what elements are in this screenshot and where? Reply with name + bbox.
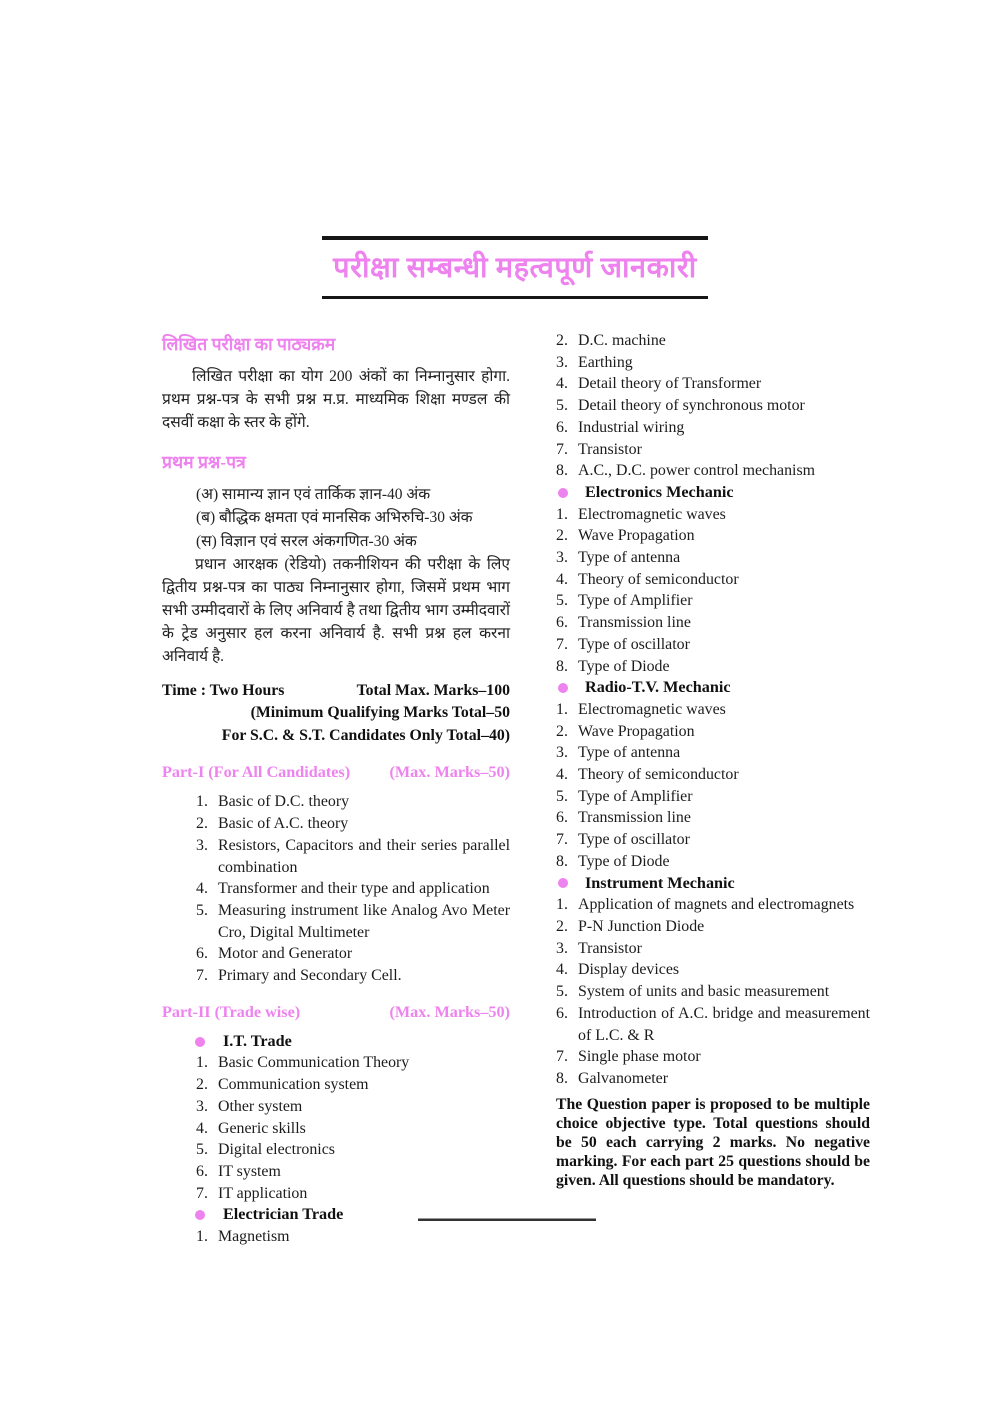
item-text: Galvanometer (578, 1069, 669, 1087)
paper1-point: (स) विज्ञान एवं सरल अंकगणित-30 अंक (196, 532, 417, 550)
it-trade-header (162, 1031, 510, 1053)
it-trade-list (196, 1052, 510, 1204)
electronics-mechanic-title: Electronics Mechanic (585, 482, 734, 501)
instrument-mechanic-title: Instrument Mechanic (585, 873, 735, 892)
item-text: IT system (218, 1162, 281, 1180)
list-item (556, 721, 870, 743)
list-item (556, 590, 870, 612)
bullet-icon (195, 1210, 205, 1220)
paper1-point: (अ) सामान्य ज्ञान एवं तार्किक ज्ञान-40 अंक (196, 486, 431, 503)
item-text: D.C. machine (578, 332, 666, 349)
list-item (556, 330, 870, 352)
item-text: Single phase motor (578, 1048, 701, 1066)
item-number: 8. (556, 1069, 568, 1087)
item-number: 1. (556, 700, 568, 718)
radiotv-mechanic-list (556, 699, 870, 873)
list-item (556, 395, 870, 417)
item-text: Type of oscillator (578, 635, 690, 653)
part1-marks: (Max. Marks–50) (389, 763, 510, 782)
item-text: Detail theory of Transformer (578, 375, 762, 393)
item-text: IT application (218, 1184, 308, 1202)
item-number: 7. (556, 635, 568, 653)
item-text: Transistor (578, 939, 642, 957)
item-text: Type of antenna (578, 744, 681, 762)
list-item (196, 791, 510, 813)
item-number: 4. (556, 570, 568, 588)
item-number: 6. (556, 614, 568, 632)
item-number: 2. (196, 1076, 208, 1094)
item-number: 2. (556, 527, 568, 545)
list-item (196, 1118, 510, 1140)
list-item (556, 959, 870, 981)
list-item (196, 1183, 510, 1205)
list-item (196, 1074, 510, 1096)
list-item (556, 439, 870, 461)
item-text: Wave Propagation (578, 722, 695, 740)
item-number: 5. (556, 787, 568, 805)
list-item (196, 1096, 510, 1118)
list-item (556, 807, 870, 829)
item-text: Electromagnetic waves (578, 505, 726, 523)
item-text: Basic Communication Theory (218, 1054, 410, 1072)
item-text: Motor and Generator (218, 945, 353, 963)
list-item (556, 656, 870, 678)
item-number: 6. (556, 1004, 568, 1022)
item-text: Transmission line (578, 809, 691, 827)
item-number: 8. (556, 852, 568, 870)
syllabus-heading: लिखित परीक्षा का पाठ्यक्रम (162, 334, 336, 354)
item-text: Theory of semiconductor (578, 766, 739, 784)
item-number: 5. (196, 1141, 208, 1159)
instrument-mechanic-header (556, 873, 870, 895)
time-duration: Time : Two Hours (162, 681, 285, 699)
list-item (196, 1226, 510, 1248)
paper1-point: (ब) बौद्धिक क्षमता एवं मानसिक अभिरुचि-30 अंक (196, 509, 473, 527)
item-number: 6. (196, 945, 208, 963)
item-number: 3. (556, 353, 568, 371)
item-number: 1. (556, 896, 568, 914)
item-number: 1. (196, 1228, 208, 1246)
item-text: Primary and Secondary Cell. (218, 967, 402, 985)
item-text: Measuring instrument like Analog Avo Meter Cro, Digital Multimeter (218, 901, 510, 941)
total-max-marks: Total Max. Marks–100 (356, 681, 510, 699)
item-number: 3. (196, 1097, 208, 1115)
paper1-heading: प्रथम प्रश्न-पत्र (162, 452, 246, 472)
page-title: परीक्षा सम्बन्धी महत्वपूर्ण जानकारी (333, 252, 697, 284)
electrician-trade-list (196, 1226, 510, 1248)
item-number: 5. (556, 397, 568, 415)
bullet-icon (558, 878, 568, 888)
item-text: Communication system (218, 1076, 369, 1094)
item-text: Type of Diode (578, 852, 670, 870)
title-banner (322, 236, 708, 299)
item-number: 7. (196, 1184, 208, 1202)
item-number: 7. (196, 967, 208, 985)
item-number: 8. (556, 657, 568, 675)
item-number: 5. (556, 592, 568, 610)
item-text: Type of antenna (578, 549, 681, 567)
item-number: 3. (196, 836, 208, 854)
item-number: 6. (196, 1162, 208, 1180)
item-number: 2. (556, 722, 568, 740)
item-number: 2. (556, 917, 568, 935)
item-text: Transistor (578, 440, 642, 458)
list-item (556, 981, 870, 1003)
list-item (556, 699, 870, 721)
item-number: 3. (556, 744, 568, 762)
item-text: Transmission line (578, 614, 691, 632)
item-number: 6. (556, 809, 568, 827)
list-item (556, 373, 870, 395)
item-text: System of units and basic measurement (578, 983, 830, 1001)
list-item (556, 786, 870, 808)
part1-heading-row (162, 763, 510, 782)
item-text: P-N Junction Diode (578, 917, 705, 935)
part2-title: Part-II (Trade wise) (162, 1002, 301, 1021)
list-item (556, 352, 870, 374)
list-item (196, 1161, 510, 1183)
list-item (556, 938, 870, 960)
part1-list (196, 791, 510, 986)
item-number: 2. (556, 332, 568, 349)
item-text: Detail theory of synchronous motor (578, 397, 805, 415)
item-text: Transformer and their type and application (218, 880, 490, 898)
item-text: Magnetism (218, 1228, 290, 1246)
item-number: 4. (556, 961, 568, 979)
item-text: Electromagnetic waves (578, 700, 726, 718)
electrician-continued-list (556, 330, 870, 482)
item-number: 7. (556, 831, 568, 849)
list-item (556, 894, 870, 916)
item-text: Basic of D.C. theory (218, 793, 350, 811)
syllabus-paragraph: लिखित परीक्षा का योग 200 अंकों का निम्नानुसार होगा. प्रथम प्रश्न-पत्र के सभी प्रश्न म.प्र. माध्यमिक शिक्षा मण्डल की दसवीं कक्षा के स्तर के होंगे. (162, 368, 510, 431)
paper1-note: प्रधान आरक्षक (रेडियो) तकनीशियन की परीक्षा के लिए द्वितीय प्रश्न-पत्र का पाठ्य निम्नानुसार होगा, जिसमें प्रथम भाग सभी उम्मीदवारों के लिए अनिवार्य है तथा द्वितीय भाग उम्मीदवारों के ट्रेड अनुसार हल करना अनिवार्य है. सभी प्रश्न हल करना अनिवार्य है. (162, 555, 510, 665)
instrument-mechanic-list (556, 894, 870, 1089)
item-text: Theory of semiconductor (578, 570, 739, 588)
list-item (556, 851, 870, 873)
list-item (196, 1139, 510, 1161)
it-trade-title: I.T. Trade (223, 1031, 292, 1050)
electronics-mechanic-header (556, 482, 870, 504)
item-number: 4. (196, 1119, 208, 1137)
list-item (196, 878, 510, 900)
item-number: 3. (556, 939, 568, 957)
list-item (556, 1068, 870, 1090)
list-item (556, 829, 870, 851)
list-item (196, 835, 510, 878)
item-number: 8. (556, 462, 568, 480)
list-item (556, 1046, 870, 1068)
bullet-icon (558, 683, 568, 693)
item-text: Basic of A.C. theory (218, 815, 349, 833)
list-item (196, 1052, 510, 1074)
item-text: Type of Diode (578, 657, 670, 675)
list-item (196, 965, 510, 987)
item-number: 1. (196, 1054, 208, 1072)
item-text: Digital electronics (218, 1141, 335, 1159)
item-number: 5. (556, 983, 568, 1001)
list-item (556, 547, 870, 569)
item-number: 1. (196, 793, 208, 811)
item-number: 4. (556, 766, 568, 784)
item-text: Introduction of A.C. bridge and measurement of L.C. & R (578, 1004, 870, 1044)
bullet-icon (558, 488, 568, 498)
sc-st-marks: For S.C. & S.T. Candidates Only Total–40) (221, 726, 510, 744)
right-column (556, 330, 870, 1191)
item-text: Resistors, Capacitors and their series parallel combination (218, 836, 510, 876)
electrician-trade-title: Electrician Trade (223, 1205, 344, 1224)
question-paper-note: The Question paper is proposed to be multiple choice objective type. Total questions should be 50 each carrying 2 marks. No negative marking. For each part 25 questions should be given. All questions should be mandatory. (556, 1095, 870, 1190)
item-text: A.C., D.C. power control mechanism (578, 462, 815, 480)
item-text: Earthing (578, 353, 633, 371)
item-text: Other system (218, 1097, 303, 1115)
item-number: 4. (196, 880, 208, 898)
electronics-mechanic-list (556, 504, 870, 678)
list-item (196, 900, 510, 943)
list-item (196, 813, 510, 835)
item-text: Wave Propagation (578, 527, 695, 545)
item-text: Industrial wiring (578, 418, 685, 436)
part2-heading-row (162, 1003, 510, 1022)
part1-title: Part-I (For All Candidates) (162, 763, 351, 782)
list-item (556, 1003, 870, 1046)
list-item (556, 916, 870, 938)
list-item (556, 417, 870, 439)
item-text: Type of Amplifier (578, 787, 693, 805)
list-item (556, 460, 870, 482)
electrician-trade-header (162, 1204, 510, 1226)
list-item (556, 504, 870, 526)
footer-divider (418, 1218, 596, 1221)
part2-marks: (Max. Marks–50) (389, 1002, 510, 1021)
item-text: Generic skills (218, 1119, 306, 1137)
time-marks-block (162, 680, 510, 748)
item-text: Type of oscillator (578, 831, 690, 849)
item-number: 1. (556, 505, 568, 523)
item-number: 4. (556, 375, 568, 393)
item-number: 7. (556, 440, 568, 458)
list-item (556, 742, 870, 764)
qualifying-marks: (Minimum Qualifying Marks Total–50 (250, 704, 510, 722)
radiotv-mechanic-title: Radio-T.V. Mechanic (585, 678, 731, 697)
item-number: 7. (556, 1048, 568, 1066)
list-item (556, 525, 870, 547)
item-text: Display devices (578, 961, 680, 979)
item-number: 5. (196, 901, 208, 919)
list-item (196, 943, 510, 965)
item-number: 3. (556, 549, 568, 567)
list-item (556, 612, 870, 634)
item-number: 6. (556, 418, 568, 436)
list-item (556, 634, 870, 656)
item-number: 2. (196, 815, 208, 833)
list-item (556, 764, 870, 786)
item-text: Type of Amplifier (578, 592, 693, 610)
left-column (162, 332, 510, 1248)
radiotv-mechanic-header (556, 677, 870, 699)
item-text: Application of magnets and electromagnets (578, 896, 855, 914)
bullet-icon (195, 1037, 205, 1047)
list-item (556, 569, 870, 591)
